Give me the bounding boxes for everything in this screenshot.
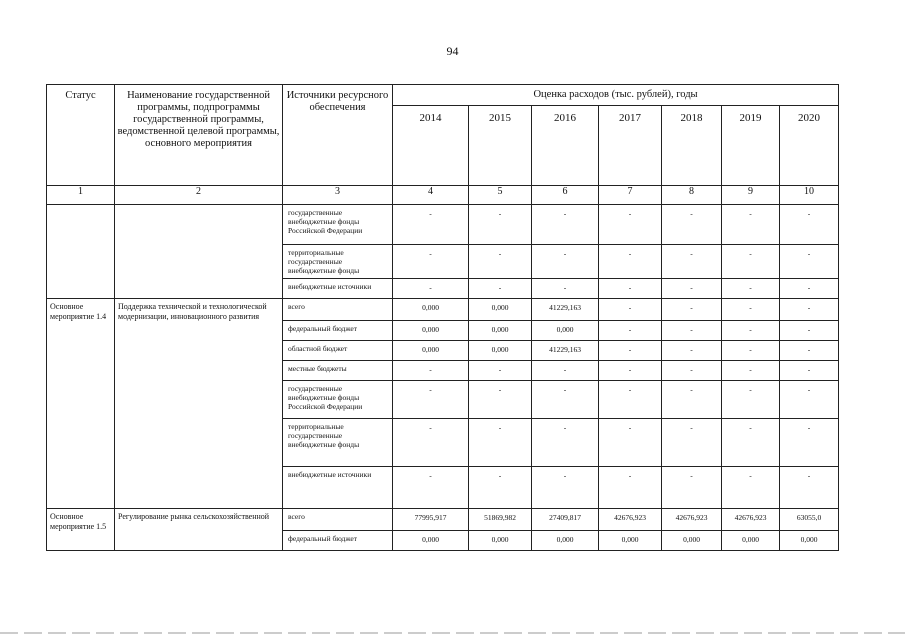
row-value: - <box>393 245 469 279</box>
row-value: - <box>393 361 469 381</box>
row-value: - <box>780 321 839 341</box>
row-name: Регулирование рынка сельскохозяйственной <box>115 509 283 551</box>
header-sources: Источники ресурсного обеспечения <box>283 85 393 186</box>
row-value: - <box>722 321 780 341</box>
row-status: Основное мероприятие 1.5 <box>47 509 115 551</box>
row-value: 42676,923 <box>662 509 722 531</box>
column-number: 5 <box>469 186 532 205</box>
row-value: - <box>722 361 780 381</box>
table-row <box>47 205 839 245</box>
column-number: 1 <box>47 186 115 205</box>
header-status: Статус <box>47 85 115 186</box>
row-source: государственные внебюджетные фонды Российской Федерации <box>283 381 393 419</box>
row-source: всего <box>283 299 393 321</box>
column-number: 6 <box>532 186 599 205</box>
row-value: - <box>662 299 722 321</box>
row-value: - <box>780 381 839 419</box>
row-value: 0,000 <box>532 531 599 551</box>
row-value: - <box>722 381 780 419</box>
row-value: - <box>393 419 469 467</box>
row-value: - <box>599 341 662 361</box>
row-value: - <box>662 205 722 245</box>
row-value: 0,000 <box>722 531 780 551</box>
row-value: - <box>532 419 599 467</box>
row-value: - <box>722 299 780 321</box>
row-value: 0,000 <box>662 531 722 551</box>
row-value: - <box>393 381 469 419</box>
row-value: - <box>722 245 780 279</box>
row-value: 0,000 <box>469 299 532 321</box>
row-status: Основное мероприятие 1.4 <box>47 299 115 509</box>
row-value: - <box>722 467 780 509</box>
row-value: - <box>469 467 532 509</box>
row-value: - <box>780 299 839 321</box>
row-value: - <box>780 419 839 467</box>
row-value: - <box>599 381 662 419</box>
budget-table <box>46 84 839 551</box>
row-value: 0,000 <box>393 341 469 361</box>
row-value: - <box>393 467 469 509</box>
row-value: 0,000 <box>469 341 532 361</box>
row-value: - <box>599 361 662 381</box>
row-value: - <box>662 419 722 467</box>
header-year: 2018 <box>662 106 722 186</box>
row-source: местные бюджеты <box>283 361 393 381</box>
row-value: - <box>469 419 532 467</box>
row-value: 41229,163 <box>532 341 599 361</box>
column-number: 10 <box>780 186 839 205</box>
row-value: - <box>469 361 532 381</box>
row-value: - <box>780 205 839 245</box>
table-row <box>47 299 839 321</box>
row-value: - <box>662 245 722 279</box>
row-value: - <box>780 245 839 279</box>
row-value: - <box>469 381 532 419</box>
row-value: - <box>599 299 662 321</box>
row-value: 0,000 <box>393 321 469 341</box>
row-value: - <box>662 341 722 361</box>
row-source: всего <box>283 509 393 531</box>
row-value: - <box>532 361 599 381</box>
row-value: 41229,163 <box>532 299 599 321</box>
row-value: - <box>599 205 662 245</box>
row-value: 63055,0 <box>780 509 839 531</box>
row-status <box>47 205 115 299</box>
header-year: 2015 <box>469 106 532 186</box>
row-value: 42676,923 <box>722 509 780 531</box>
row-value: - <box>780 361 839 381</box>
column-number: 2 <box>115 186 283 205</box>
row-value: - <box>662 321 722 341</box>
row-value: - <box>532 205 599 245</box>
row-value: - <box>599 419 662 467</box>
row-value: 51869,982 <box>469 509 532 531</box>
row-value: 0,000 <box>532 321 599 341</box>
row-value: - <box>662 381 722 419</box>
row-value: 77995,917 <box>393 509 469 531</box>
row-value: - <box>722 419 780 467</box>
row-value: - <box>662 279 722 299</box>
row-value: 0,000 <box>393 531 469 551</box>
row-value: - <box>780 341 839 361</box>
row-value: - <box>662 467 722 509</box>
row-source: федеральный бюджет <box>283 321 393 341</box>
column-number: 8 <box>662 186 722 205</box>
row-source: территориальные государственные внебюджетные фонды <box>283 245 393 279</box>
column-number: 9 <box>722 186 780 205</box>
row-value: - <box>599 245 662 279</box>
row-value: - <box>532 381 599 419</box>
row-value: - <box>722 341 780 361</box>
table-body <box>47 205 839 551</box>
row-value: - <box>599 467 662 509</box>
row-value: 0,000 <box>599 531 662 551</box>
row-value: - <box>722 279 780 299</box>
header-year: 2017 <box>599 106 662 186</box>
row-source: областной бюджет <box>283 341 393 361</box>
row-source: территориальные государственные внебюджетные фонды <box>283 419 393 467</box>
row-value: - <box>532 467 599 509</box>
row-name: Поддержка технической и технологической модернизации, инновационного развития <box>115 299 283 509</box>
row-source: внебюджетные источники <box>283 467 393 509</box>
header-year: 2016 <box>532 106 599 186</box>
row-value: - <box>469 245 532 279</box>
column-number: 3 <box>283 186 393 205</box>
row-source: федеральный бюджет <box>283 531 393 551</box>
row-value: - <box>469 205 532 245</box>
row-value: - <box>393 279 469 299</box>
row-value: - <box>780 279 839 299</box>
header-year: 2020 <box>780 106 839 186</box>
row-value: 0,000 <box>780 531 839 551</box>
scan-edge-line <box>0 632 905 634</box>
column-number: 4 <box>393 186 469 205</box>
row-value: 0,000 <box>469 531 532 551</box>
row-value: 27409,817 <box>532 509 599 531</box>
row-source: внебюджетные источники <box>283 279 393 299</box>
column-number: 7 <box>599 186 662 205</box>
row-source: государственные внебюджетные фонды Российской Федерации <box>283 205 393 245</box>
row-value: - <box>599 279 662 299</box>
row-value: - <box>780 467 839 509</box>
row-value: 42676,923 <box>599 509 662 531</box>
row-value: - <box>662 361 722 381</box>
row-value: - <box>532 279 599 299</box>
row-name <box>115 205 283 299</box>
page-number: 94 <box>446 44 459 58</box>
row-value: - <box>532 245 599 279</box>
row-value: - <box>599 321 662 341</box>
header-year: 2014 <box>393 106 469 186</box>
row-value: - <box>722 205 780 245</box>
row-value: - <box>393 205 469 245</box>
row-value: 0,000 <box>469 321 532 341</box>
header-year: 2019 <box>722 106 780 186</box>
row-value: - <box>469 279 532 299</box>
header-evaluation: Оценка расходов (тыс. рублей), годы <box>393 85 839 106</box>
table-row <box>47 509 839 531</box>
header-name: Наименование государственной программы, подпрограммы государственной программы, ведомственной целевой программы, основного мероприятия <box>115 85 283 186</box>
row-value: 0,000 <box>393 299 469 321</box>
